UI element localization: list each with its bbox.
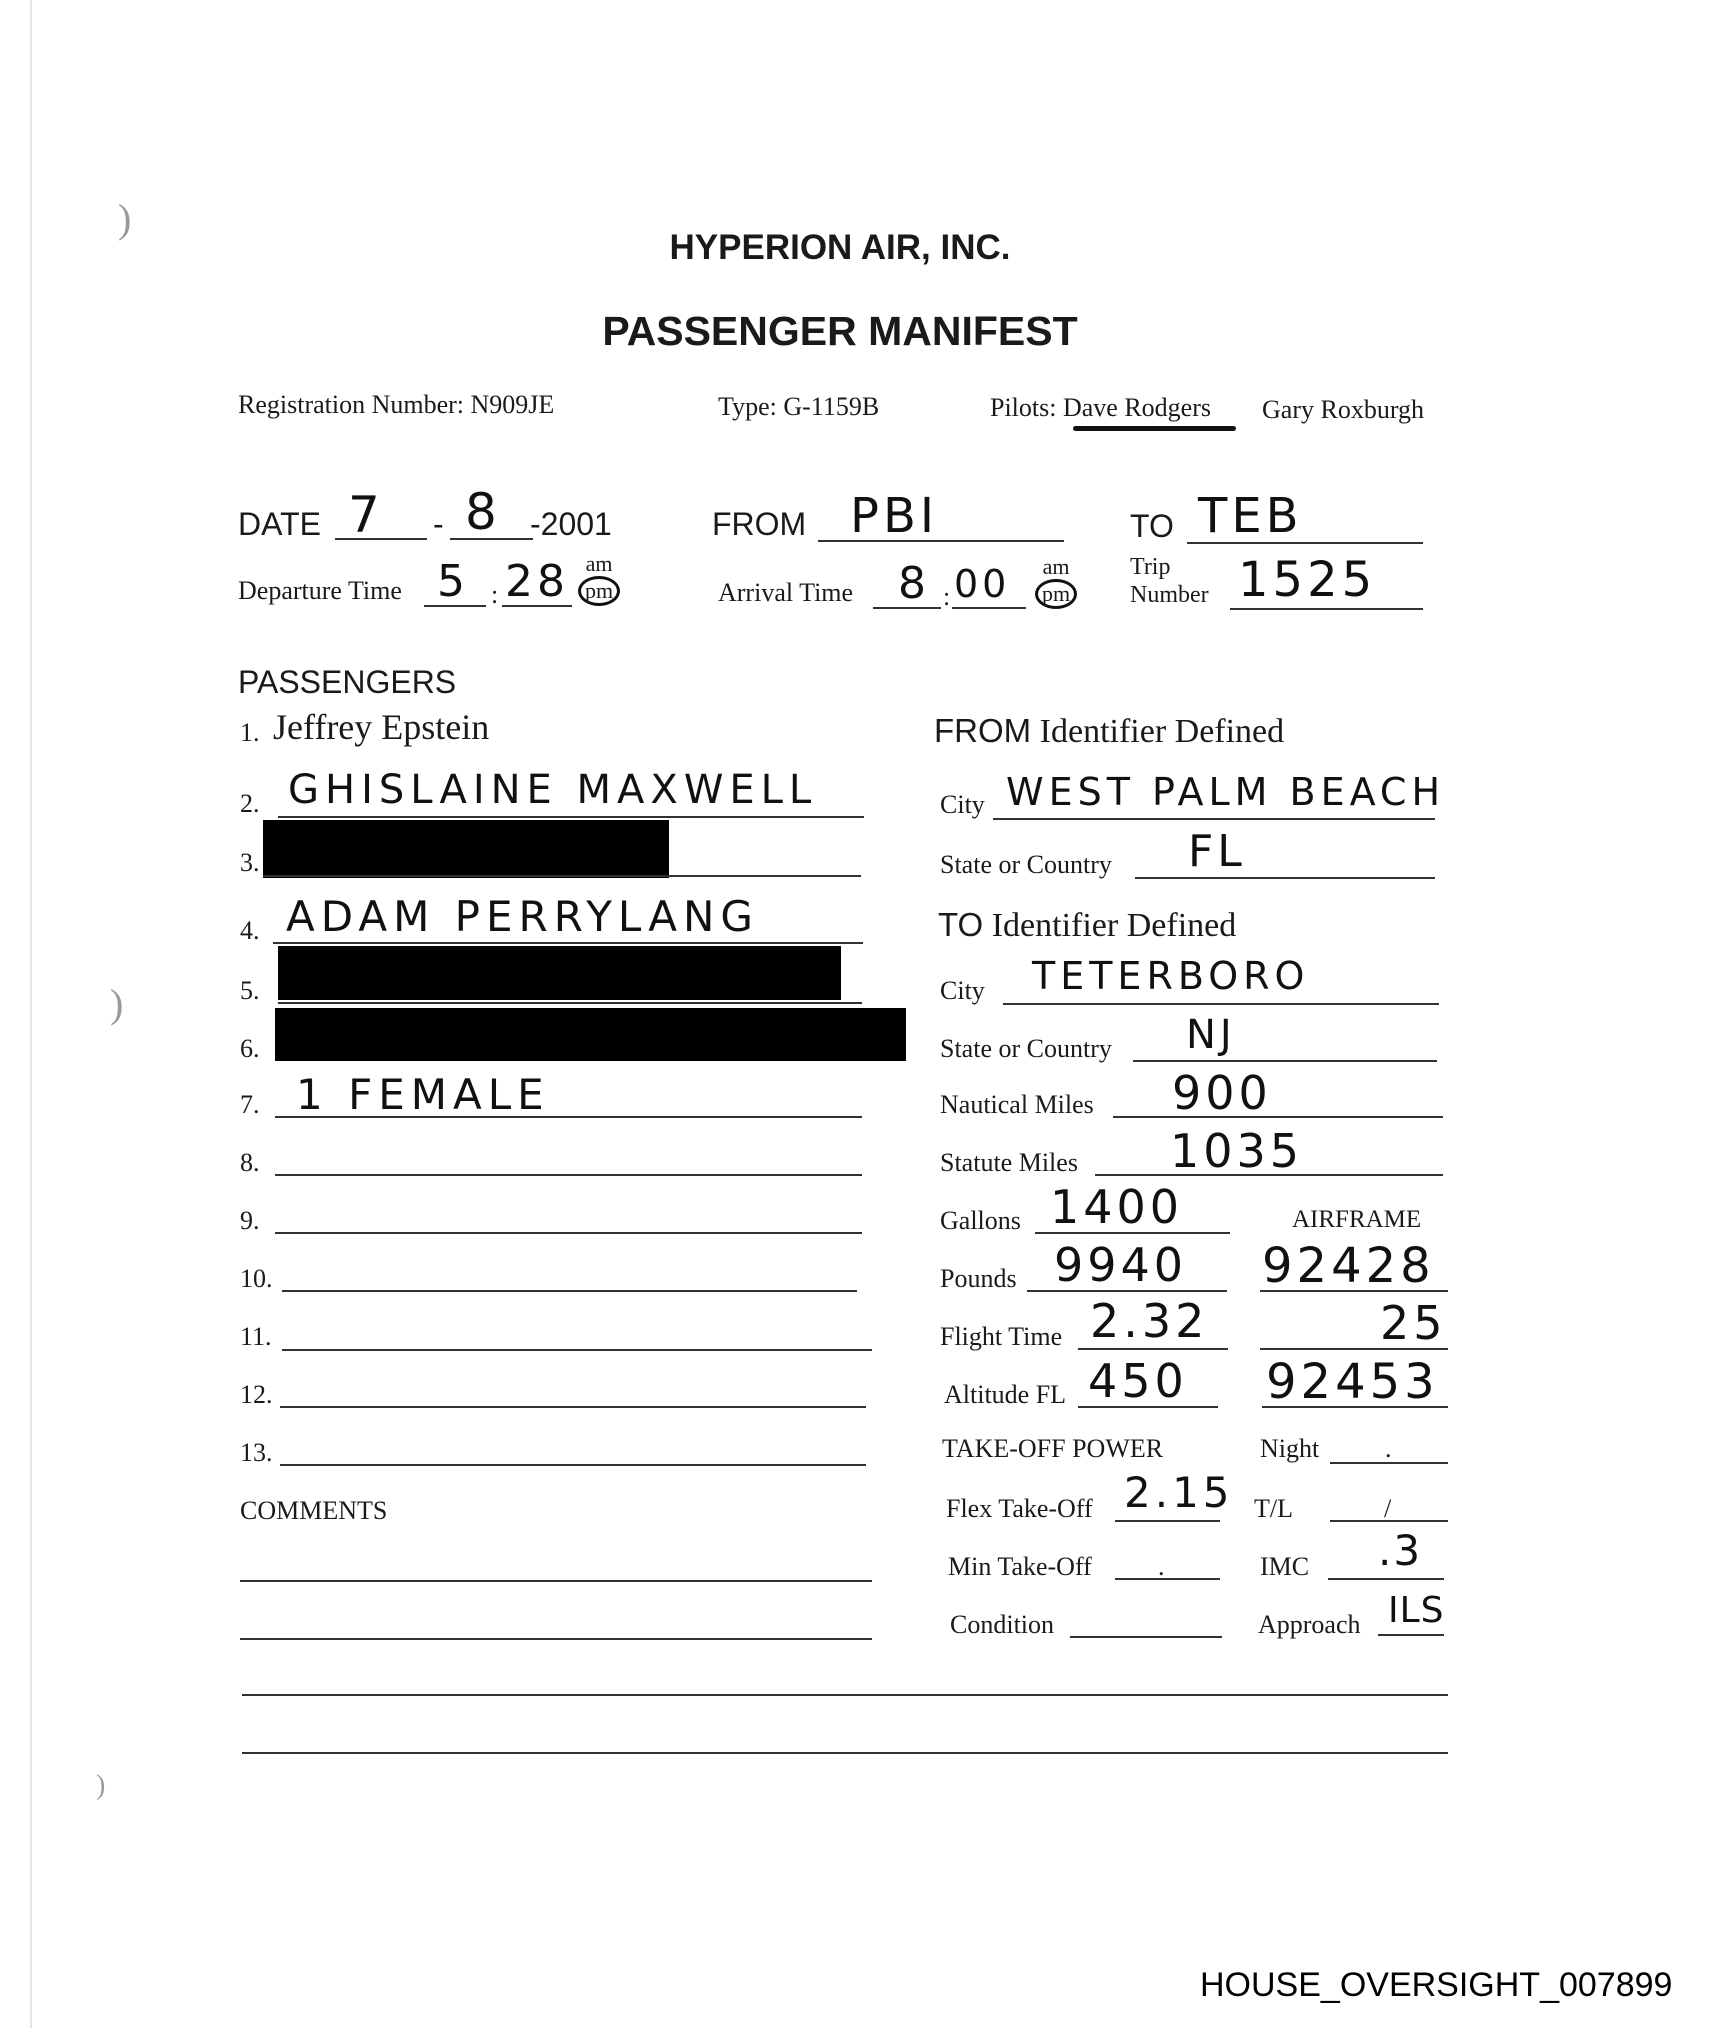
passenger-number: 4. — [240, 916, 260, 945]
to-identifier-heading-rest: Identifier Defined — [991, 907, 1237, 944]
statute-miles-value: 1035 — [1170, 1124, 1304, 1178]
flight-time-value: 2.32 — [1090, 1294, 1209, 1348]
arrival-hour-line — [873, 607, 941, 609]
airframe-value-2: 25 — [1380, 1296, 1447, 1350]
registration-number — [238, 390, 554, 420]
document-title: PASSENGER MANIFEST — [602, 308, 1078, 354]
from-identifier-heading-rest: Identifier Defined — [1039, 713, 1285, 750]
nautical-miles-value: 900 — [1172, 1066, 1272, 1120]
pilots-label: Pilots: — [990, 393, 1057, 422]
page-edge-line — [30, 0, 32, 2028]
passenger-name: 1 FEMALE — [296, 1070, 550, 1119]
pilot-1: Dave Rodgers — [1062, 393, 1211, 422]
departure-minute-line — [502, 605, 572, 607]
departure-pm-circled: pm — [578, 576, 620, 606]
passenger-line — [280, 1464, 866, 1466]
min-takeoff-separator: . — [1158, 1552, 1165, 1581]
date-year: -2001 — [530, 506, 612, 542]
passenger-name: Jeffrey Epstein — [273, 707, 490, 747]
passenger-number: 6. — [240, 1034, 260, 1063]
passenger-line — [263, 875, 861, 877]
pilot-1-underline — [1073, 426, 1236, 431]
passenger-line — [275, 1232, 862, 1234]
to-city-label: City — [940, 976, 985, 1005]
gallons-line — [1035, 1232, 1230, 1234]
type-label: Type: — [718, 392, 777, 421]
from-label: FROM — [712, 506, 807, 542]
date-separator: - — [433, 506, 444, 542]
night-label: Night — [1260, 1434, 1320, 1463]
airframe-line-2 — [1260, 1348, 1448, 1350]
departure-hour: 5 — [437, 556, 469, 607]
min-takeoff-label: Min Take-Off — [948, 1552, 1092, 1581]
nautical-miles-label: Nautical Miles — [940, 1090, 1094, 1119]
flex-takeoff-label: Flex Take-Off — [946, 1494, 1093, 1523]
arrival-am: am — [1042, 554, 1070, 579]
pilot-2: Gary Roxburgh — [1262, 395, 1425, 424]
altitude-label: Altitude FL — [944, 1380, 1067, 1409]
arrival-minute-line — [952, 607, 1026, 609]
registration-value: N909JE — [470, 390, 555, 419]
to-state-line — [1133, 1060, 1437, 1062]
passenger-number: 8. — [240, 1148, 260, 1177]
date-day: 8 — [465, 483, 501, 541]
comments-label: COMMENTS — [240, 1496, 388, 1525]
passenger-name: ADAM PERRYLANG — [286, 892, 759, 941]
comment-line — [240, 1638, 872, 1640]
passenger-line — [282, 1349, 872, 1351]
approach-label: Approach — [1258, 1610, 1361, 1639]
tl-separator: / — [1384, 1494, 1392, 1523]
comment-line — [242, 1752, 1448, 1754]
imc-label: IMC — [1260, 1552, 1310, 1581]
passenger-number: 12. — [240, 1380, 273, 1409]
tl-label: T/L — [1254, 1494, 1293, 1523]
from-identifier-heading — [934, 712, 1284, 751]
gallons-value: 1400 — [1050, 1180, 1184, 1234]
flex-takeoff-line — [1115, 1520, 1220, 1522]
to-label: TO — [1130, 508, 1174, 544]
passenger-line — [275, 1174, 862, 1176]
min-takeoff-line — [1115, 1578, 1220, 1580]
passenger-line — [273, 942, 863, 944]
redaction-block — [263, 820, 669, 878]
aircraft-type — [718, 392, 879, 422]
to-identifier-heading-bold: TO — [938, 906, 984, 943]
to-state-value: NJ — [1186, 1012, 1236, 1058]
passenger-line — [278, 1002, 862, 1004]
trip-number-line — [1230, 608, 1423, 610]
airframe-value-3: 92453 — [1266, 1354, 1439, 1410]
gallons-label: Gallons — [940, 1206, 1021, 1235]
statute-miles-label: Statute Miles — [940, 1148, 1078, 1177]
passengers-heading: PASSENGERS — [238, 664, 457, 700]
passenger-number: 11. — [240, 1322, 272, 1351]
passenger-number: 10. — [240, 1264, 273, 1293]
flight-time-label: Flight Time — [940, 1322, 1063, 1351]
airframe-label: AIRFRAME — [1292, 1206, 1422, 1233]
departure-label: Departure Time — [238, 576, 402, 605]
arrival-hour: 8 — [898, 558, 930, 609]
type-value: G-1159B — [783, 392, 880, 421]
from-value: PBI — [850, 488, 939, 544]
arrival-pm-circled: pm — [1035, 579, 1077, 609]
to-value: TEB — [1198, 488, 1303, 544]
from-city-label: City — [940, 790, 985, 819]
departure-colon: : — [491, 580, 499, 609]
departure-minute: 28 — [505, 556, 569, 607]
to-identifier-heading — [938, 906, 1236, 945]
to-state-label: State or Country — [940, 1034, 1112, 1063]
arrival-colon: : — [943, 582, 951, 611]
from-state-label: State or Country — [940, 850, 1112, 879]
passenger-number: 1. — [240, 718, 260, 747]
date-label: DATE — [238, 506, 321, 542]
trip-number-value: 1525 — [1238, 552, 1377, 608]
redaction-block — [278, 946, 841, 1000]
departure-am: am — [585, 551, 613, 576]
passenger-line — [280, 1406, 866, 1408]
airframe-value-1: 92428 — [1262, 1238, 1435, 1294]
condition-label: Condition — [950, 1610, 1055, 1639]
edge-mark: ) — [118, 196, 132, 241]
altitude-line — [1078, 1406, 1218, 1408]
passenger-line — [282, 1290, 857, 1292]
approach-value: ILS — [1388, 1590, 1445, 1631]
departure-hour-line — [424, 605, 486, 607]
to-city-value: TETERBORO — [1032, 954, 1310, 998]
trip-label — [1130, 553, 1209, 609]
condition-line — [1070, 1636, 1222, 1638]
arrival-label: Arrival Time — [718, 578, 854, 607]
departure-ampm — [578, 552, 620, 606]
takeoff-power-label: TAKE-OFF POWER — [942, 1434, 1164, 1463]
bates-number: HOUSE_OVERSIGHT_007899 — [1200, 1966, 1673, 2004]
pilots — [990, 393, 1211, 423]
flex-takeoff-value: 2.15 — [1124, 1468, 1234, 1517]
night-separator: . — [1385, 1434, 1392, 1463]
pounds-label: Pounds — [940, 1264, 1017, 1293]
edge-mark: ) — [110, 981, 124, 1026]
to-city-line — [1003, 1003, 1439, 1005]
imc-value: .3 — [1378, 1526, 1423, 1575]
arrival-minute: 00 — [954, 562, 1011, 606]
passenger-number: 9. — [240, 1206, 260, 1235]
company-name: HYPERION AIR, INC. — [669, 228, 1011, 267]
statute-miles-line — [1095, 1174, 1443, 1176]
comment-line — [242, 1694, 1448, 1696]
trip-label-line-2: Number — [1130, 582, 1209, 608]
date-day-line — [450, 538, 533, 540]
passenger-line — [278, 816, 864, 818]
from-line — [818, 540, 1064, 542]
redaction-block — [275, 1008, 906, 1061]
passenger-number: 2. — [240, 789, 260, 818]
pounds-value: 9940 — [1054, 1238, 1188, 1292]
registration-label: Registration Number: — [238, 390, 465, 419]
edge-mark: ) — [96, 1770, 106, 1801]
from-city-value: WEST PALM BEACH — [1006, 770, 1446, 814]
from-city-line — [993, 818, 1435, 820]
from-identifier-heading-bold: FROM — [934, 712, 1032, 749]
trip-label-line-1: Trip — [1130, 554, 1171, 580]
airframe-line-3 — [1262, 1406, 1448, 1408]
from-state-line — [1135, 877, 1435, 879]
to-line — [1187, 542, 1423, 544]
passenger-name: GHISLAINE MAXWELL — [288, 767, 818, 813]
passenger-number: 7. — [240, 1090, 260, 1119]
date-month: 7 — [348, 486, 384, 544]
airframe-line-1 — [1260, 1290, 1448, 1292]
passenger-number: 3. — [240, 848, 260, 877]
nautical-miles-line — [1113, 1116, 1443, 1118]
passenger-number: 5. — [240, 976, 260, 1005]
pounds-line — [1027, 1290, 1227, 1292]
altitude-value: 450 — [1088, 1354, 1188, 1408]
approach-line — [1378, 1634, 1444, 1636]
from-state-value: FL — [1188, 826, 1246, 877]
flight-time-line — [1078, 1348, 1228, 1350]
imc-line — [1328, 1578, 1444, 1580]
arrival-ampm — [1035, 555, 1077, 609]
passenger-line — [275, 1116, 862, 1118]
date-month-line — [335, 538, 427, 540]
passenger-number: 13. — [240, 1438, 273, 1467]
comment-line — [240, 1580, 872, 1582]
